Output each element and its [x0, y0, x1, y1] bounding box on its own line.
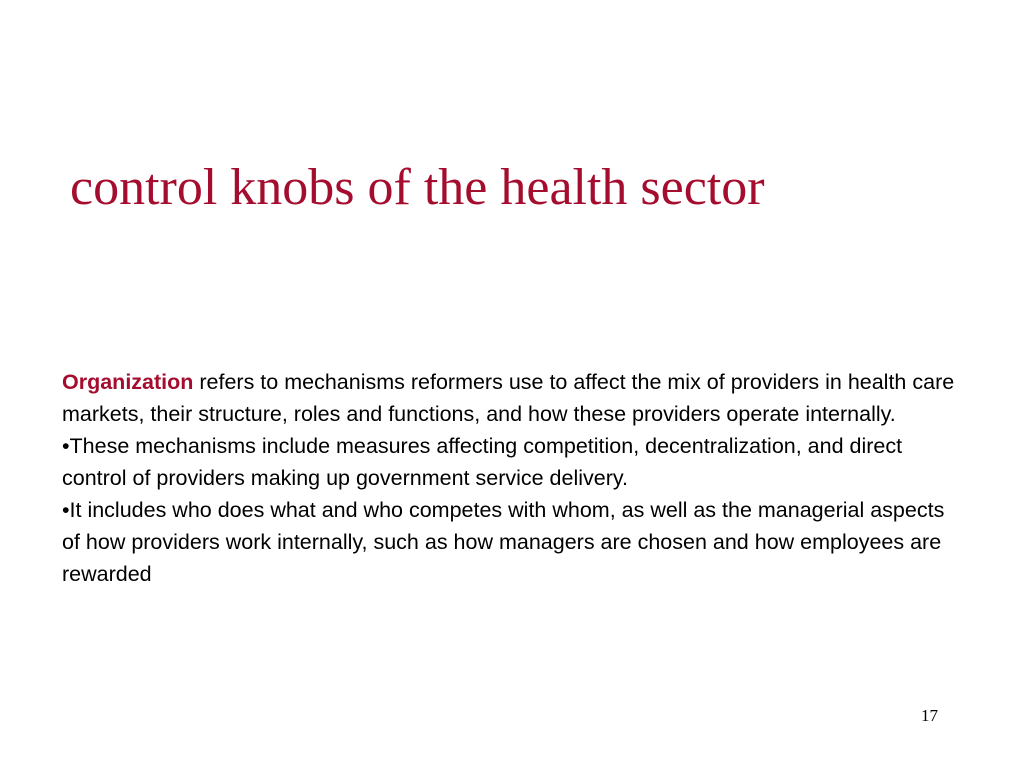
slide-title: control knobs of the health sector: [70, 159, 765, 216]
term-organization: Organization: [62, 370, 194, 394]
intro-paragraph: [62, 366, 962, 430]
slide-body: [62, 366, 962, 590]
bullet-item: •It includes who does what and who competes with whom, as well as the managerial aspects of how providers work internally, such as how managers are chosen and how employees are rewarded: [62, 498, 945, 586]
page-number: 17: [921, 706, 938, 725]
bullet-item: •These mechanisms include measures affecting competition, decentralization, and direct control of providers making up government service delivery.: [62, 434, 903, 490]
intro-text: refers to mechanisms reformers use to affect the mix of providers in health care markets, their structure, roles and functions, and how these providers operate internally.: [62, 370, 955, 426]
